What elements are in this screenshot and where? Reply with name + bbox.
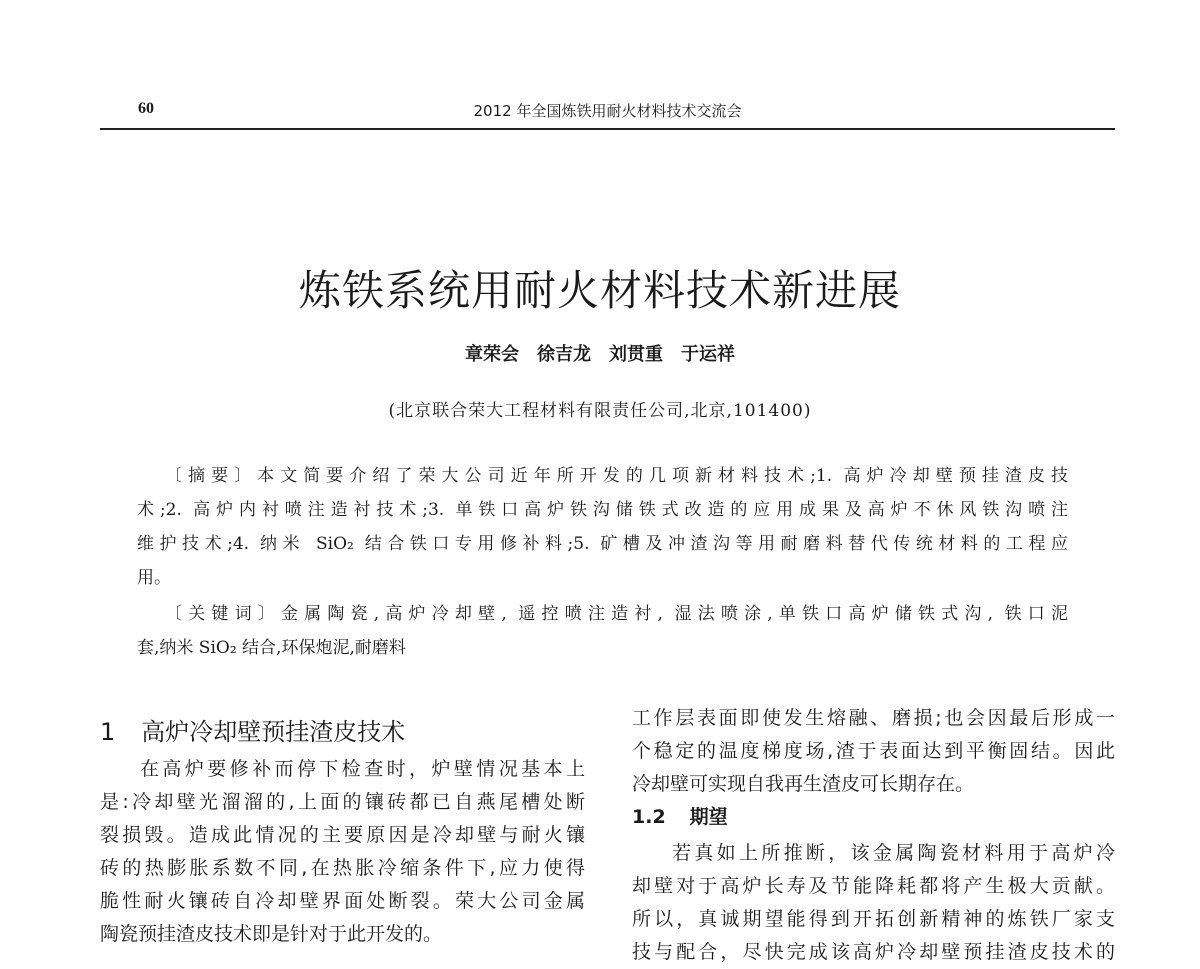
section-number: 1: [100, 718, 116, 746]
body-line: 工作层表面即使发生熔融、磨损;也会因最后形成一: [632, 707, 1115, 729]
abstract-line: 〔摘要〕本文简要介绍了荣大公司近年所开发的几项新材料技术;1. 高炉冷却壁预挂渣皮技: [165, 466, 1068, 486]
body-line: 脆性耐火镶砖自冷却壁界面处断裂。荣大公司金属: [100, 890, 585, 912]
running-header: [100, 98, 1115, 130]
subsection-heading: [632, 801, 932, 834]
authors: 章荣会 徐吉龙 刘贯重 于运祥: [465, 344, 735, 365]
body-line: 技与配合，尽快完成该高炉冷却壁预挂渣皮技术的: [632, 941, 1115, 963]
body-line: 是:冷却壁光溜溜的,上面的镶砖都已自燕尾槽处断: [100, 791, 585, 813]
section-title: 高炉冷却壁预挂渣皮技术: [141, 718, 406, 746]
keywords-line: 套,纳米 SiO₂ 结合,环保炮泥,耐磨料: [137, 638, 406, 658]
body-line: 陶瓷预挂渣皮技术即是针对于此开发的。: [100, 923, 443, 945]
subsection-title: 期望: [689, 806, 728, 828]
section-heading: [100, 712, 405, 747]
abstract-line: 维护技术;4. 纳米 SiO₂ 结合铁口专用修补料;5. 矿槽及冲渣沟等用耐磨料替代传统材料的工程应: [137, 534, 1068, 554]
page-number: 60: [138, 100, 154, 117]
paper-title: 炼铁系统用耐火材料技术新进展: [298, 266, 901, 315]
abstract-line: 用。: [137, 568, 171, 588]
body-line: 砖的热膨胀系数不同,在热胀冷缩条件下,应力使得: [100, 857, 585, 879]
keywords-line: 〔关键词〕金属陶瓷,高炉冷却壁, 遥控喷注造衬, 湿法喷涂,单铁口高炉储铁式沟, 铁口泥: [165, 604, 1068, 624]
body-line: 裂损毁。造成此情况的主要原因是冷却壁与耐火镶: [100, 824, 585, 846]
subsection-number: 1.2: [632, 806, 666, 828]
body-line: 个稳定的温度梯度场,渣于表面达到平衡固结。因此: [632, 740, 1115, 762]
body-line: 在高炉要修补而停下检查时，炉壁情况基本上: [140, 758, 585, 780]
body-line: 所以，真诚期望能得到开拓创新精神的炼铁厂家支: [632, 908, 1115, 930]
body-line: 冷却壁可实现自我再生渣皮可长期存在。: [632, 773, 975, 795]
body-line: 却壁对于高炉长寿及节能降耗都将产生极大贡献。: [632, 875, 1115, 897]
body-line: 若真如上所推断，该金属陶瓷材料用于高炉冷: [672, 842, 1115, 864]
abstract-line: 术;2. 高炉内衬喷注造衬技术;3. 单铁口高炉铁沟储铁式改造的应用成果及高炉不休风铁沟喷注: [137, 500, 1068, 520]
affiliation: (北京联合荣大工程材料有限责任公司,北京,101400): [388, 401, 812, 421]
conference-name: 2012 年全国炼铁用耐火材料技术交流会: [473, 102, 742, 120]
